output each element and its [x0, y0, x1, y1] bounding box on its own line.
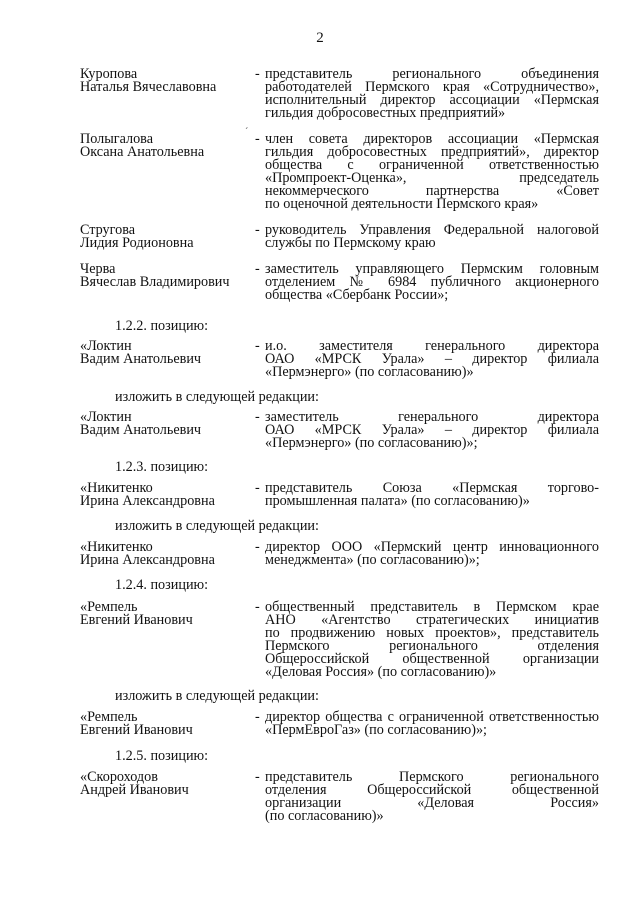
dash-separator: -: [255, 131, 260, 147]
description-line: отделением № 6984 публичного акционерного: [265, 274, 599, 290]
dash-separator: -: [255, 769, 260, 785]
position-description: [265, 68, 599, 120]
description-line: и.о. заместителя генерального директора: [265, 338, 599, 354]
person-name: [80, 541, 250, 567]
description-line: «Пермэнерго» (по согласованию)»;: [265, 435, 478, 451]
person-name-line: Оксана Анатольевна: [80, 144, 205, 160]
person-name-line: Вячеслав Владимирович: [80, 274, 230, 290]
description-line: член совета директоров ассоциации «Пермская: [265, 131, 599, 147]
description-line: Общероссийской общественной организации: [265, 651, 599, 667]
description-line: «Деловая Россия» (по согласованию)»: [265, 664, 497, 680]
position-description: [265, 541, 599, 567]
person-name-line: «Скороходов: [80, 769, 158, 785]
section-heading: изложить в следующей редакции:: [115, 389, 319, 405]
dash-separator: -: [255, 261, 260, 277]
position-description: [265, 340, 599, 379]
person-name: [80, 411, 250, 437]
person-name-line: Ирина Александровна: [80, 493, 215, 509]
description-line: представитель Пермского регионального: [265, 769, 599, 785]
description-line: «Пермэнерго» (по согласованию)»: [265, 364, 474, 380]
person-name-line: Евгений Иванович: [80, 612, 193, 628]
description-line: ОАО «МРСК Урала» – директор филиала: [265, 422, 599, 438]
person-name-line: «Локтин: [80, 409, 132, 425]
person-name-line: Лидия Родионовна: [80, 235, 194, 251]
person-name-line: Вадим Анатольевич: [80, 351, 202, 367]
position-description: [265, 133, 599, 211]
position-description: [265, 263, 599, 302]
dash-separator: -: [255, 539, 260, 555]
description-line: организации «Деловая Россия»: [265, 795, 599, 811]
dash-separator: -: [255, 599, 260, 615]
description-line: промышленная палата» (по согласованию)»: [265, 493, 530, 509]
description-line: «ПермЕвроГаз» (по согласованию)»;: [265, 722, 488, 738]
person-name-line: Наталья Вячеславовна: [80, 79, 217, 95]
description-line: по продвижению новых проектов», представитель: [265, 625, 599, 641]
page-number: 2: [316, 30, 324, 46]
section-heading: 1.2.2. позицию:: [115, 318, 209, 334]
person-name-line: «Ремпель: [80, 709, 138, 725]
description-line: представитель Союза «Пермская торгово-: [265, 480, 599, 496]
person-name: [80, 263, 250, 289]
person-name: [80, 482, 250, 508]
person-name-line: Ирина Александровна: [80, 552, 215, 568]
description-line: заместитель генерального директора: [265, 409, 599, 425]
dash-separator: -: [255, 338, 260, 354]
person-name: [80, 224, 250, 250]
description-line: представитель регионального объединения: [265, 66, 599, 82]
description-line: работодателей Пермского края «Сотрудничество»,: [265, 79, 599, 95]
position-description: [265, 771, 599, 823]
person-name-line: «Никитенко: [80, 539, 153, 555]
dash-separator: -: [255, 409, 260, 425]
section-heading: 1.2.3. позицию:: [115, 459, 209, 475]
description-line: руководитель Управления Федеральной налоговой: [265, 222, 599, 238]
person-name-line: Вадим Анатольевич: [80, 422, 202, 438]
description-line: директор ООО «Пермский центр инновационного: [265, 539, 599, 555]
section-heading: 1.2.5. позицию:: [115, 748, 209, 764]
position-description: [265, 224, 599, 250]
description-line: службы по Пермскому краю: [265, 235, 436, 251]
description-line: гильдия добросовестных предприятий»: [265, 105, 506, 121]
person-name-line: Черва: [80, 261, 116, 277]
description-line: некоммерческого партнерства «Совет: [265, 183, 599, 199]
dash-separator: -: [255, 480, 260, 496]
person-name-line: Полыгалова: [80, 131, 153, 147]
person-name-line: Куропова: [80, 66, 138, 82]
description-line: (по согласованию)»: [265, 808, 384, 824]
position-description: [265, 711, 599, 737]
dash-separator: -: [255, 222, 260, 238]
dash-separator: -: [255, 66, 260, 82]
description-line: исполнительный директор ассоциации «Пермская: [265, 92, 599, 108]
person-name: [80, 601, 250, 627]
person-name-line: «Ремпель: [80, 599, 138, 615]
description-line: АНО «Агентство стратегических инициатив: [265, 612, 599, 628]
dash-separator: -: [255, 709, 260, 725]
person-name: [80, 711, 250, 737]
person-name-line: Стругова: [80, 222, 136, 238]
section-heading: 1.2.4. позицию:: [115, 577, 209, 593]
person-name-line: «Никитенко: [80, 480, 153, 496]
section-heading: изложить в следующей редакции:: [115, 688, 319, 704]
person-name-line: Евгений Иванович: [80, 722, 193, 738]
description-line: общества «Сбербанк России»;: [265, 287, 449, 303]
description-line: гильдия добросовестных предприятий», директор: [265, 144, 599, 160]
ink-mark: ´: [245, 127, 249, 138]
description-line: отделения Общероссийской общественной: [265, 782, 599, 798]
description-line: «Промпроект-Оценка», председатель: [265, 170, 599, 186]
position-description: [265, 411, 599, 450]
section-heading: изложить в следующей редакции:: [115, 518, 319, 534]
description-line: общества с ограниченной ответственностью: [265, 157, 599, 173]
description-line: общественный представитель в Пермском крае: [265, 599, 599, 615]
description-line: менеджмента» (по согласованию)»;: [265, 552, 480, 568]
position-description: [265, 601, 599, 679]
description-line: директор общества с ограниченной ответственностью: [265, 709, 599, 725]
person-name: [80, 68, 250, 94]
person-name-line: Андрей Иванович: [80, 782, 189, 798]
position-description: [265, 482, 599, 508]
description-line: Пермского регионального отделения: [265, 638, 599, 654]
description-line: заместитель управляющего Пермским головным: [265, 261, 599, 277]
person-name: [80, 771, 250, 797]
description-line: по оценочной деятельности Пермского края»: [265, 196, 539, 212]
person-name: [80, 133, 250, 159]
description-line: ОАО «МРСК Урала» – директор филиала: [265, 351, 599, 367]
person-name: [80, 340, 250, 366]
person-name-line: «Локтин: [80, 338, 132, 354]
